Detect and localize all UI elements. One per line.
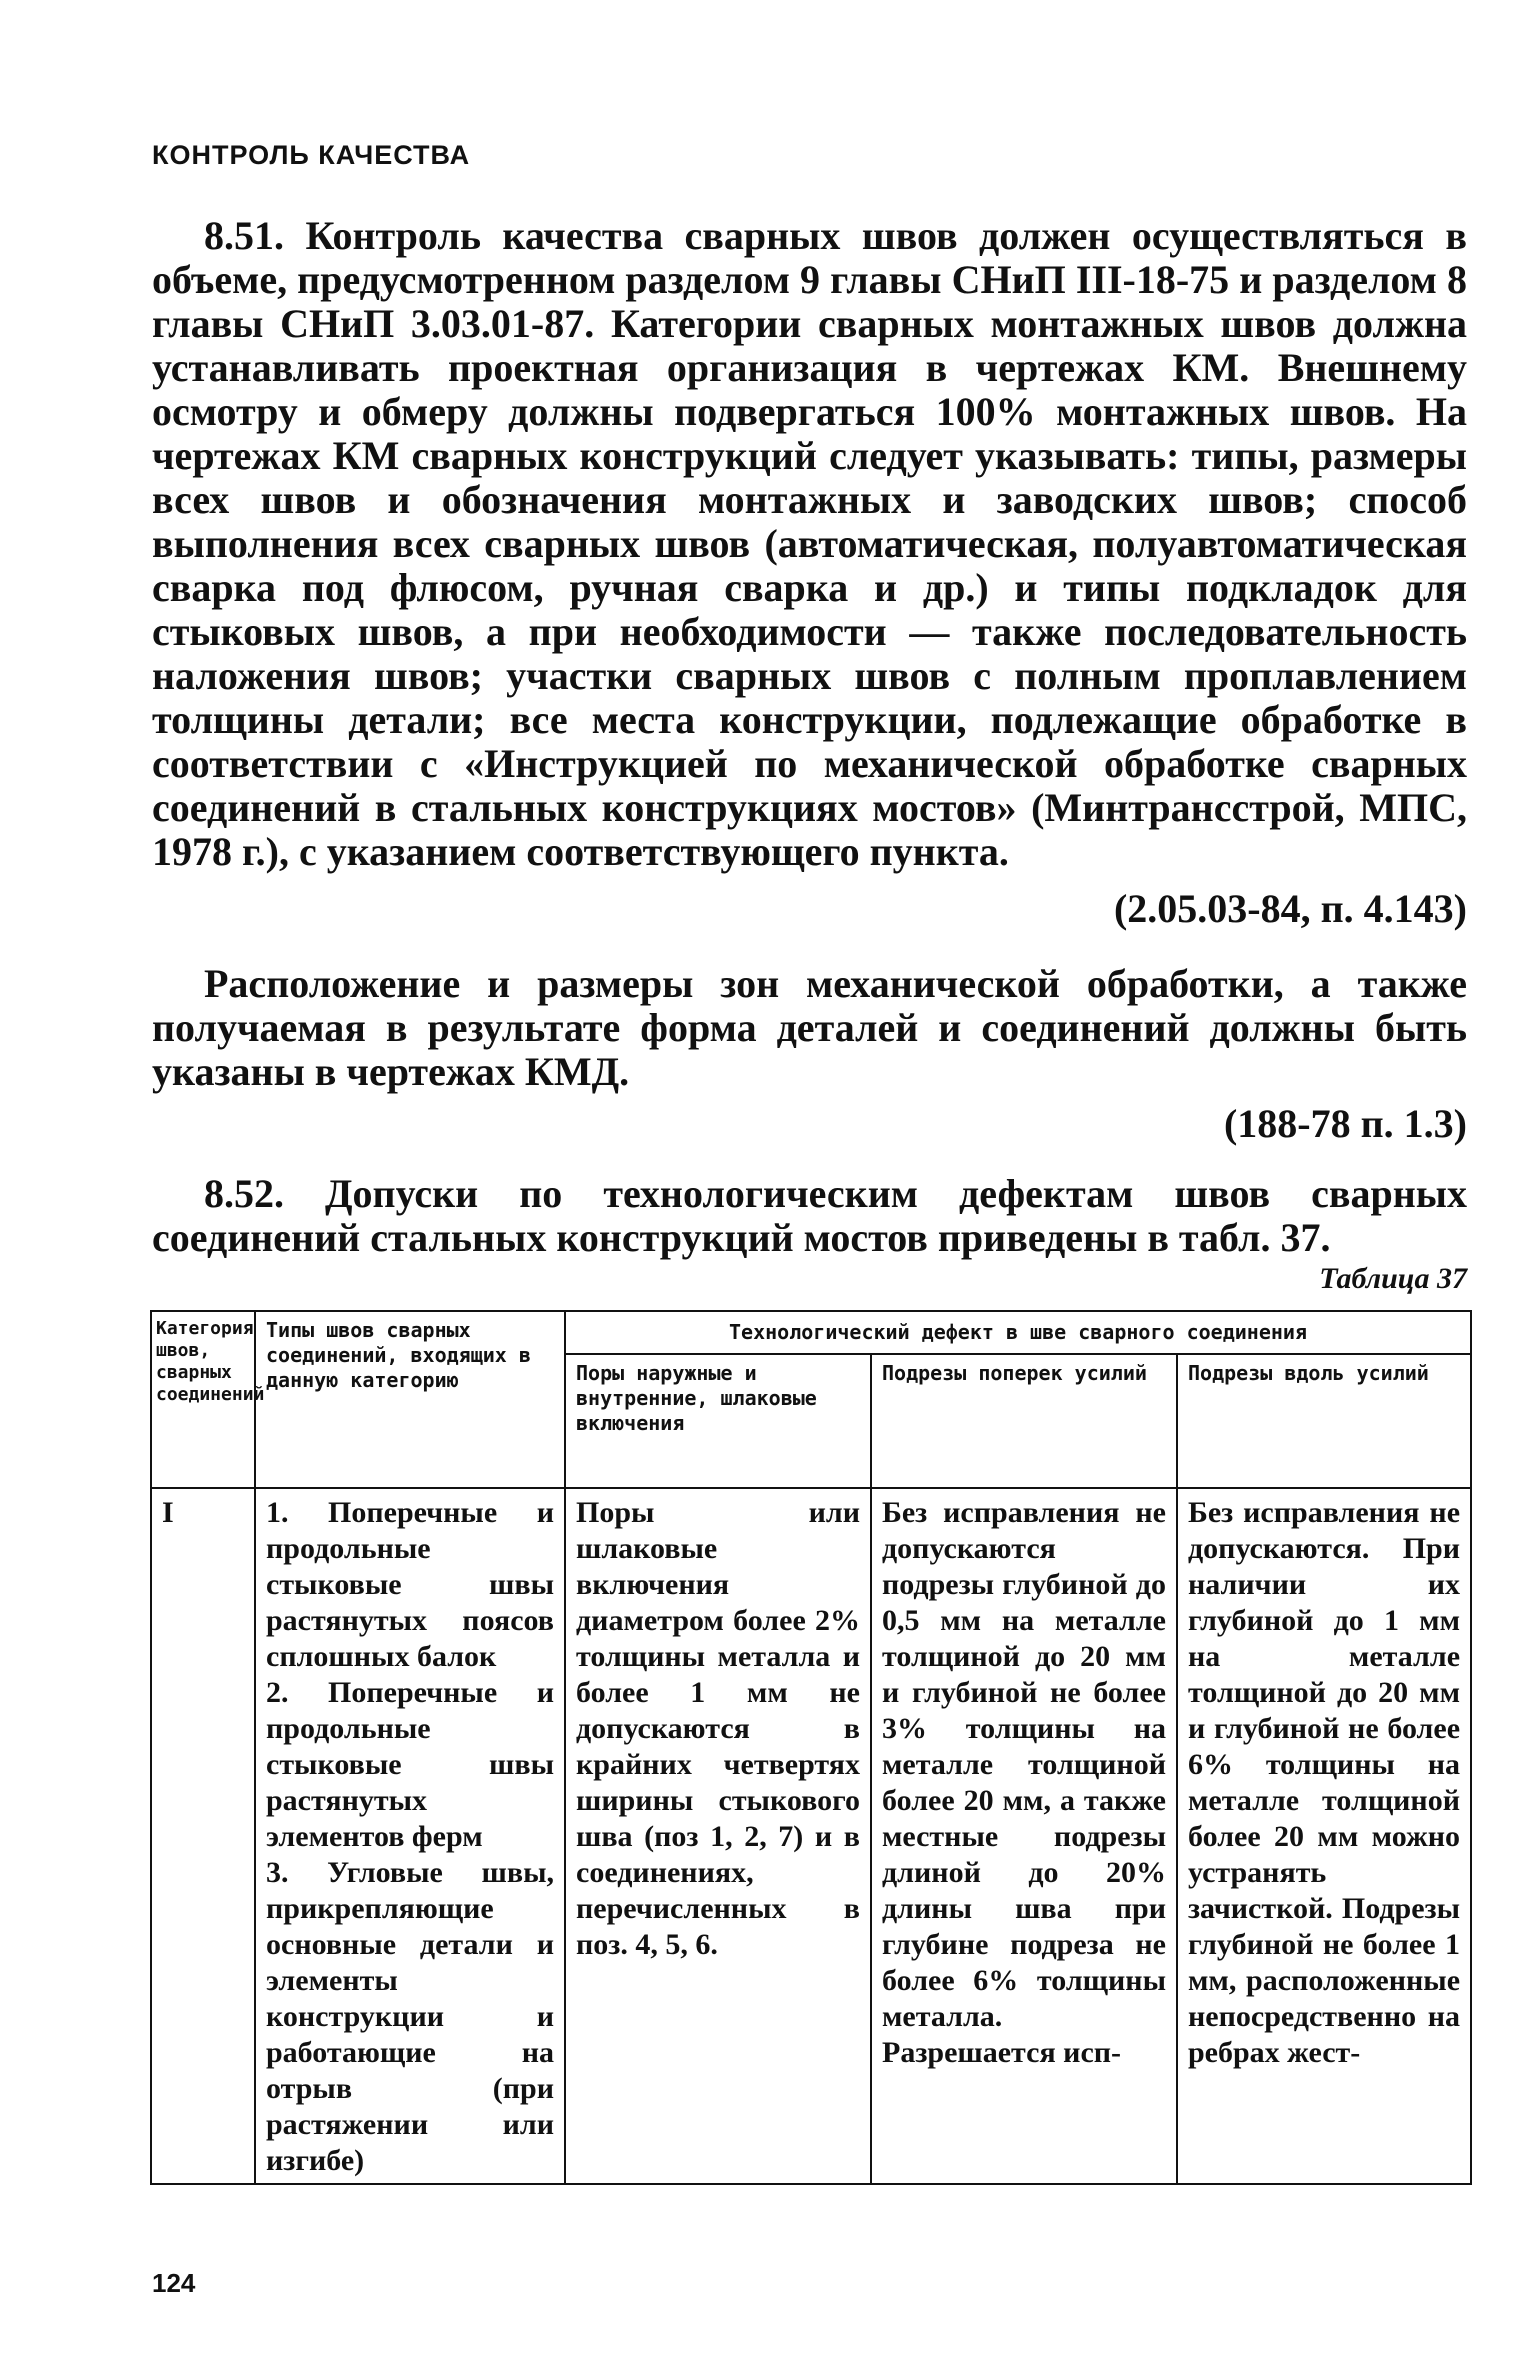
cell-undercut-across: Без исправления не допускаются подрезы глубиной до 0,5 мм на металле толщиной до 20 мм и глубиной не более 3% толщины на металле толщиной более 20 мм, а также местные подрезы длиной до 20% длины шва при глубине подреза не более 6% толщины металла. Разрешается исп-	[871, 1488, 1177, 2184]
cell-category: I	[151, 1488, 255, 2184]
table-row	[151, 1488, 1471, 2184]
defects-table	[150, 1310, 1472, 2185]
paragraph-kmd: Расположение и размеры зон механической обработки, а также получаемая в результате форма деталей и соединений должны быть указаны в чертежах КМД.	[152, 961, 1467, 1094]
cell-weld-types	[255, 1488, 565, 2184]
header-undercut-across: Подрезы поперек усилий	[871, 1354, 1177, 1488]
cell-pores: Поры или шлаковые включения диаметром более 2% толщины металла и более 1 мм не допускаются в крайних четвертях ширины стыкового шва (поз 1, 2, 7) и в соединениях, перечисленных в поз. 4, 5, 6.	[565, 1488, 871, 2184]
weld-type-item: 2. Поперечные и продольные стыковые швы растянутых элементов ферм	[266, 1676, 554, 1853]
header-weld-types: Типы швов сварных соединений, входящих в данную категорию	[255, 1311, 565, 1488]
table-caption: Таблица 37	[1319, 1262, 1467, 1295]
header-pores: Поры наружные и внутренние, шлаковые включения	[565, 1354, 871, 1488]
header-category: Категория швов, сварных соединений	[151, 1311, 255, 1488]
weld-type-item: 1. Поперечные и продольные стыковые швы растянутых поясов сплошных балок	[266, 1496, 554, 1673]
page-number: 124	[152, 2268, 196, 2298]
paragraph-8-51: 8.51. Контроль качества сварных швов должен осуществляться в объеме, предусмотренном разделом 9 главы СНиП III-18-75 и разделом 8 главы СНиП 3.03.01-87. Категории сварных монтажных швов должна устанавливать проектная организация в чертежах КМ. Внешнему осмотру и обмеру должны подвергаться 100% монтажных швов. На чертежах КМ сварных конструкций следует указывать: типы, размеры всех швов и обозначения монтажных и заводских швов; способ выполнения всех сварных швов (автоматическая, полуавтоматическая сварка под флюсом, ручная сварка и др.) и типы подкладок для стыковых швов, а при необходимости — также последовательность наложения швов; участки сварных швов с полным проплавлением толщины детали; все места конструкции, подлежащие обработке в соответствии с «Инструкцией по механической обработке сварных соединений в стальных конструкциях мостов» (Минтрансстрой, МПС, 1978 г.), с указанием соответствующего пункта.	[152, 213, 1467, 874]
weld-type-item: 3. Угловые швы, прикрепляющие основные детали и элементы конструкции и работающие на отрыв (при растяжении или изгибе)	[266, 1856, 554, 2177]
cell-undercut-along: Без исправления не допускаются. При наличии их глубиной до 1 мм на металле толщиной до 20 мм и глубиной не более 6% толщины на металле толщиной более 20 мм можно устранять зачисткой. Подрезы глубиной не более 1 мм, расположенные непосредственно на ребрах жест-	[1177, 1488, 1471, 2184]
section-heading: КОНТРОЛЬ КАЧЕСТВА	[152, 140, 471, 170]
reference-snip-2-05-03-84: (2.05.03-84, п. 4.143)	[1113, 886, 1467, 931]
header-undercut-along: Подрезы вдоль усилий	[1177, 1354, 1471, 1488]
header-defect-group: Технологический дефект в шве сварного соединения	[565, 1311, 1471, 1354]
paragraph-8-52: 8.52. Допуски по технологическим дефектам швов сварных соединений стальных конструкций мостов приведены в табл. 37.	[152, 1171, 1467, 1260]
reference-188-78: (188-78 п. 1.3)	[1223, 1101, 1467, 1146]
